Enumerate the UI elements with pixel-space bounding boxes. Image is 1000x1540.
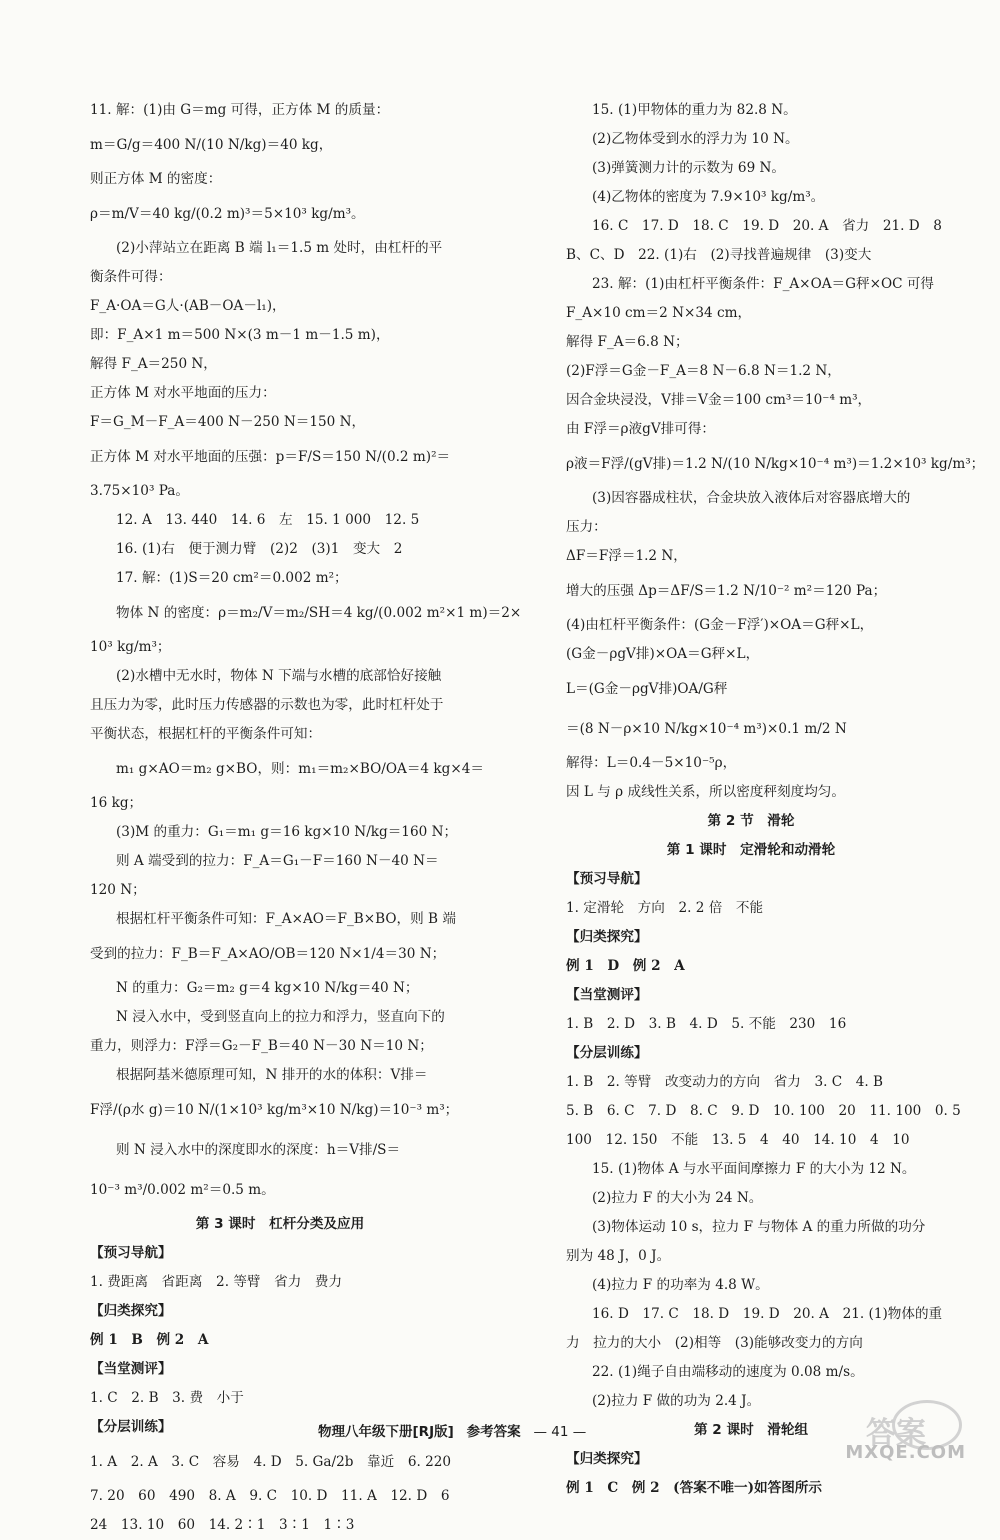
answer-line: 例 1 B 例 2 A xyxy=(90,1332,209,1348)
answer-line: 重力，则浮力：F浮＝G₂－F_B＝40 N－30 N＝10 N； xyxy=(90,1038,433,1054)
answer-line: 1. B 2. D 3. B 4. D 5. 不能 230 16 xyxy=(566,1016,847,1032)
answer-line: (2)拉力 F 的大小为 24 N。 xyxy=(592,1190,763,1206)
answer-line: 23. 解：(1)由杠杆平衡条件：F_A×OA＝G秤×OC 可得 xyxy=(592,276,935,292)
answer-line: F浮/(ρ水 g)＝10 N/(1×10³ kg/m³×10 N/kg)＝10⁻³ m³； xyxy=(90,1102,459,1118)
section-label: 【当堂测评】 xyxy=(90,1361,172,1377)
section-label: 【预习导航】 xyxy=(566,871,648,887)
answer-line: ＝(8 N－ρ×10 N/kg×10⁻⁴ m³)×0.1 m/2 N xyxy=(566,721,847,737)
answer-line: (4)拉力 F 的功率为 4.8 W。 xyxy=(592,1277,769,1293)
answer-line: F_A·OA＝G人·(AB－OA－l₁)， xyxy=(90,298,286,314)
page-footer xyxy=(318,1420,738,1440)
answer-line: 12. A 13. 440 14. 6 左 15. 1 000 12. 5 xyxy=(116,512,420,528)
answer-line: 别为 48 J，0 J。 xyxy=(566,1248,671,1264)
answer-line: 受到的拉力：F_B＝F_A×AO/OB＝120 N×1/4＝30 N； xyxy=(90,946,446,962)
answer-line: 因 L 与 ρ 成线性关系，所以密度秤刻度均匀。 xyxy=(566,784,845,800)
answer-line: m₁ g×AO＝m₂ g×BO，则：m₁＝m₂×BO/OA＝4 kg×4＝ xyxy=(116,761,484,777)
answer-line: 10⁻³ m³/0.002 m²＝0.5 m。 xyxy=(90,1182,275,1198)
answer-line: 24 13. 10 60 14. 2∶1 3∶1 1∶3 xyxy=(90,1517,355,1533)
answer-line: 正方体 M 对水平地面的压力： xyxy=(90,385,276,401)
answer-line: 物体 N 的密度：ρ＝m₂/V＝m₂/SH＝4 kg/(0.002 m²×1 m)＝2× xyxy=(116,605,522,621)
answer-line: 因合金块浸没，V排＝V金＝100 cm³＝10⁻⁴ m³， xyxy=(566,392,872,408)
answer-line: 则 A 端受到的拉力：F_A＝G₁－F＝160 N－40 N＝ xyxy=(116,853,439,869)
answer-line: (3)因容器成柱状，合金块放入液体后对容器底增大的 xyxy=(592,490,911,506)
answer-line: 力 拉力的大小 (2)相等 (3)能够改变力的方向 xyxy=(566,1335,863,1351)
answer-line: (2)乙物体受到水的浮力为 10 N。 xyxy=(592,131,799,147)
answer-line: N 的重力：G₂＝m₂ g＝4 kg×10 N/kg＝40 N； xyxy=(116,980,419,996)
answer-line: 衡条件可得： xyxy=(90,269,172,285)
answer-line: (4)乙物体的密度为 7.9×10³ kg/m³。 xyxy=(592,189,825,205)
section-label: 【归类探究】 xyxy=(90,1303,172,1319)
section-label: 【分层训练】 xyxy=(566,1045,648,1061)
answer-line: L＝(G金－ρgV排)OA/G秤 xyxy=(566,681,728,697)
section-heading: 第 3 课时 杠杆分类及应用 xyxy=(195,1216,365,1232)
footer-label: 参考答案 xyxy=(466,1424,521,1440)
section-heading: 第 2 课时 滑轮组 xyxy=(693,1422,809,1438)
section-label: 【预习导航】 xyxy=(90,1245,172,1261)
watermark-url: MXQE.COM xyxy=(845,1442,966,1463)
answer-line: (2)拉力 F 做的功为 2.4 J。 xyxy=(592,1393,761,1409)
answer-line: N 浸入水中，受到竖直向上的拉力和浮力，竖直向下的 xyxy=(116,1009,445,1025)
answer-line: 1. 费距离 省距离 2. 等臂 省力 费力 xyxy=(90,1274,343,1290)
answer-line: 增大的压强 Δp＝ΔF/S＝1.2 N/10⁻² m²＝120 Pa； xyxy=(566,583,887,599)
answer-line: ρ液＝F浮/(gV排)＝1.2 N/(10 N/kg×10⁻⁴ m³)＝1.2×10³ kg/m³； xyxy=(566,456,985,472)
answer-line: 且压力为零，此时压力传感器的示数也为零，此时杠杆处于 xyxy=(90,697,444,713)
answer-line: 17. 解：(1)S＝20 cm²＝0.002 m²； xyxy=(116,570,348,586)
right-column xyxy=(566,96,985,1503)
answer-line: 11. 解：(1)由 G＝mg 可得，正方体 M 的质量： xyxy=(90,102,390,118)
answer-line: m＝G/g＝400 N/(10 N/kg)＝40 kg， xyxy=(90,137,333,153)
answer-line: 3.75×10³ Pa。 xyxy=(90,483,189,499)
answer-line: 压力： xyxy=(566,519,607,535)
section-label: 【分层训练】 xyxy=(90,1419,172,1435)
answer-line: 解得 F_A＝6.8 N； xyxy=(566,334,689,350)
answer-line: F＝G_M－F_A＝400 N－250 N＝150 N， xyxy=(90,414,366,430)
answer-line: F_A×10 cm＝2 N×34 cm， xyxy=(566,305,752,321)
answer-line: 16. (1)右 便于测力臂 (2)2 (3)1 变大 2 xyxy=(116,541,403,557)
answer-line: 则正方体 M 的密度： xyxy=(90,171,222,187)
answer-line: 解得：L＝0.4－5×10⁻⁵ρ， xyxy=(566,755,737,771)
answer-line: 10³ kg/m³； xyxy=(90,639,171,655)
section-label: 【当堂测评】 xyxy=(566,987,648,1003)
answer-line: 16. C 17. D 18. C 19. D 20. A 省力 21. D 8 xyxy=(592,218,942,234)
answer-line: 根据阿基米德原理可知，N 排开的水的体积：V排＝ xyxy=(116,1067,428,1083)
answer-line: (4)由杠杆平衡条件：(G金－F浮′)×OA＝G秤×L， xyxy=(566,617,874,633)
answer-line: 例 1 C 例 2 (答案不唯一)如答图所示 xyxy=(566,1480,822,1496)
answer-line: ΔF＝F浮＝1.2 N， xyxy=(566,548,687,564)
answer-line: 正方体 M 对水平地面的压强：p＝F/S＝150 N/(0.2 m)²＝ xyxy=(90,449,451,465)
answer-line: 平衡状态，根据杠杆的平衡条件可知： xyxy=(90,726,322,742)
answer-line: 1. C 2. B 3. 费 小于 xyxy=(90,1390,244,1406)
answer-line: (2)F浮＝G金－F_A＝8 N－6.8 N＝1.2 N， xyxy=(566,363,841,379)
answer-line: 15. (1)甲物体的重力为 82.8 N。 xyxy=(592,102,797,118)
footer-subject: 物理八年级下册[RJ版] xyxy=(318,1424,454,1440)
answer-line: 22. (1)绳子自由端移动的速度为 0.08 m/s。 xyxy=(592,1364,864,1380)
answer-line: 1. A 2. A 3. C 容易 4. D 5. Ga/2b 靠近 6. 220 xyxy=(90,1454,452,1470)
section-heading: 第 2 节 滑轮 xyxy=(707,813,795,829)
answer-line: 根据杠杆平衡条件可知：F_A×AO＝F_B×BO，则 B 端 xyxy=(116,911,456,927)
answer-line: 1. B 2. 等臂 改变动力的方向 省力 3. C 4. B xyxy=(566,1074,884,1090)
answer-line: 即：F_A×1 m＝500 N×(3 m－1 m－1.5 m)， xyxy=(90,327,390,343)
section-heading: 第 1 课时 定滑轮和动滑轮 xyxy=(666,842,836,858)
answer-line: 则 N 浸入水中的深度即水的深度：h＝V排/S＝ xyxy=(116,1142,401,1158)
answer-line: 解得 F_A＝250 N， xyxy=(90,356,217,372)
answer-line: (3)M 的重力：G₁＝m₁ g＝16 kg×10 N/kg＝160 N； xyxy=(116,824,458,840)
answer-line: 5. B 6. C 7. D 8. C 9. D 10. 100 20 11. 100 0. 5 xyxy=(566,1103,961,1119)
section-label: 【归类探究】 xyxy=(566,929,648,945)
answer-line: (2)小萍站立在距离 B 端 l₁＝1.5 m 处时，由杠杆的平 xyxy=(116,240,443,256)
answer-line: 100 12. 150 不能 13. 5 4 40 14. 10 4 10 xyxy=(566,1132,910,1148)
answer-line: 15. (1)物体 A 与水平面间摩擦力 F 的大小为 12 N。 xyxy=(592,1161,916,1177)
answer-line: 16 kg； xyxy=(90,795,143,811)
answer-line: (G金－ρgV排)×OA＝G秤×L， xyxy=(566,646,760,662)
answer-line: 120 N； xyxy=(90,882,146,898)
page-number: — 41 — xyxy=(533,1424,587,1440)
answer-line: 由 F浮＝ρ液gV排可得： xyxy=(566,421,716,437)
answer-line: (3)物体运动 10 s，拉力 F 与物体 A 的重力所做的功分 xyxy=(592,1219,926,1235)
answer-line: B、C、D 22. (1)右 (2)寻找普遍规律 (3)变大 xyxy=(566,247,872,263)
answer-line: 7. 20 60 490 8. A 9. C 10. D 11. A 12. D 6 xyxy=(90,1488,450,1504)
section-label: 【归类探究】 xyxy=(566,1451,648,1467)
answer-line: 例 1 D 例 2 A xyxy=(566,958,685,974)
answer-line: (3)弹簧测力计的示数为 69 N。 xyxy=(592,160,786,176)
answer-line: 1. 定滑轮 方向 2. 2 倍 不能 xyxy=(566,900,764,916)
answer-line: (2)水槽中无水时，物体 N 下端与水槽的底部恰好接触 xyxy=(116,668,442,684)
watermark-cn: 答案 xyxy=(866,1416,926,1451)
answer-line: 16. D 17. C 18. D 19. D 20. A 21. (1)物体的重 xyxy=(592,1306,943,1322)
watermark-logo xyxy=(772,1398,972,1468)
answer-line: ρ＝m/V＝40 kg/(0.2 m)³＝5×10³ kg/m³。 xyxy=(90,206,365,222)
